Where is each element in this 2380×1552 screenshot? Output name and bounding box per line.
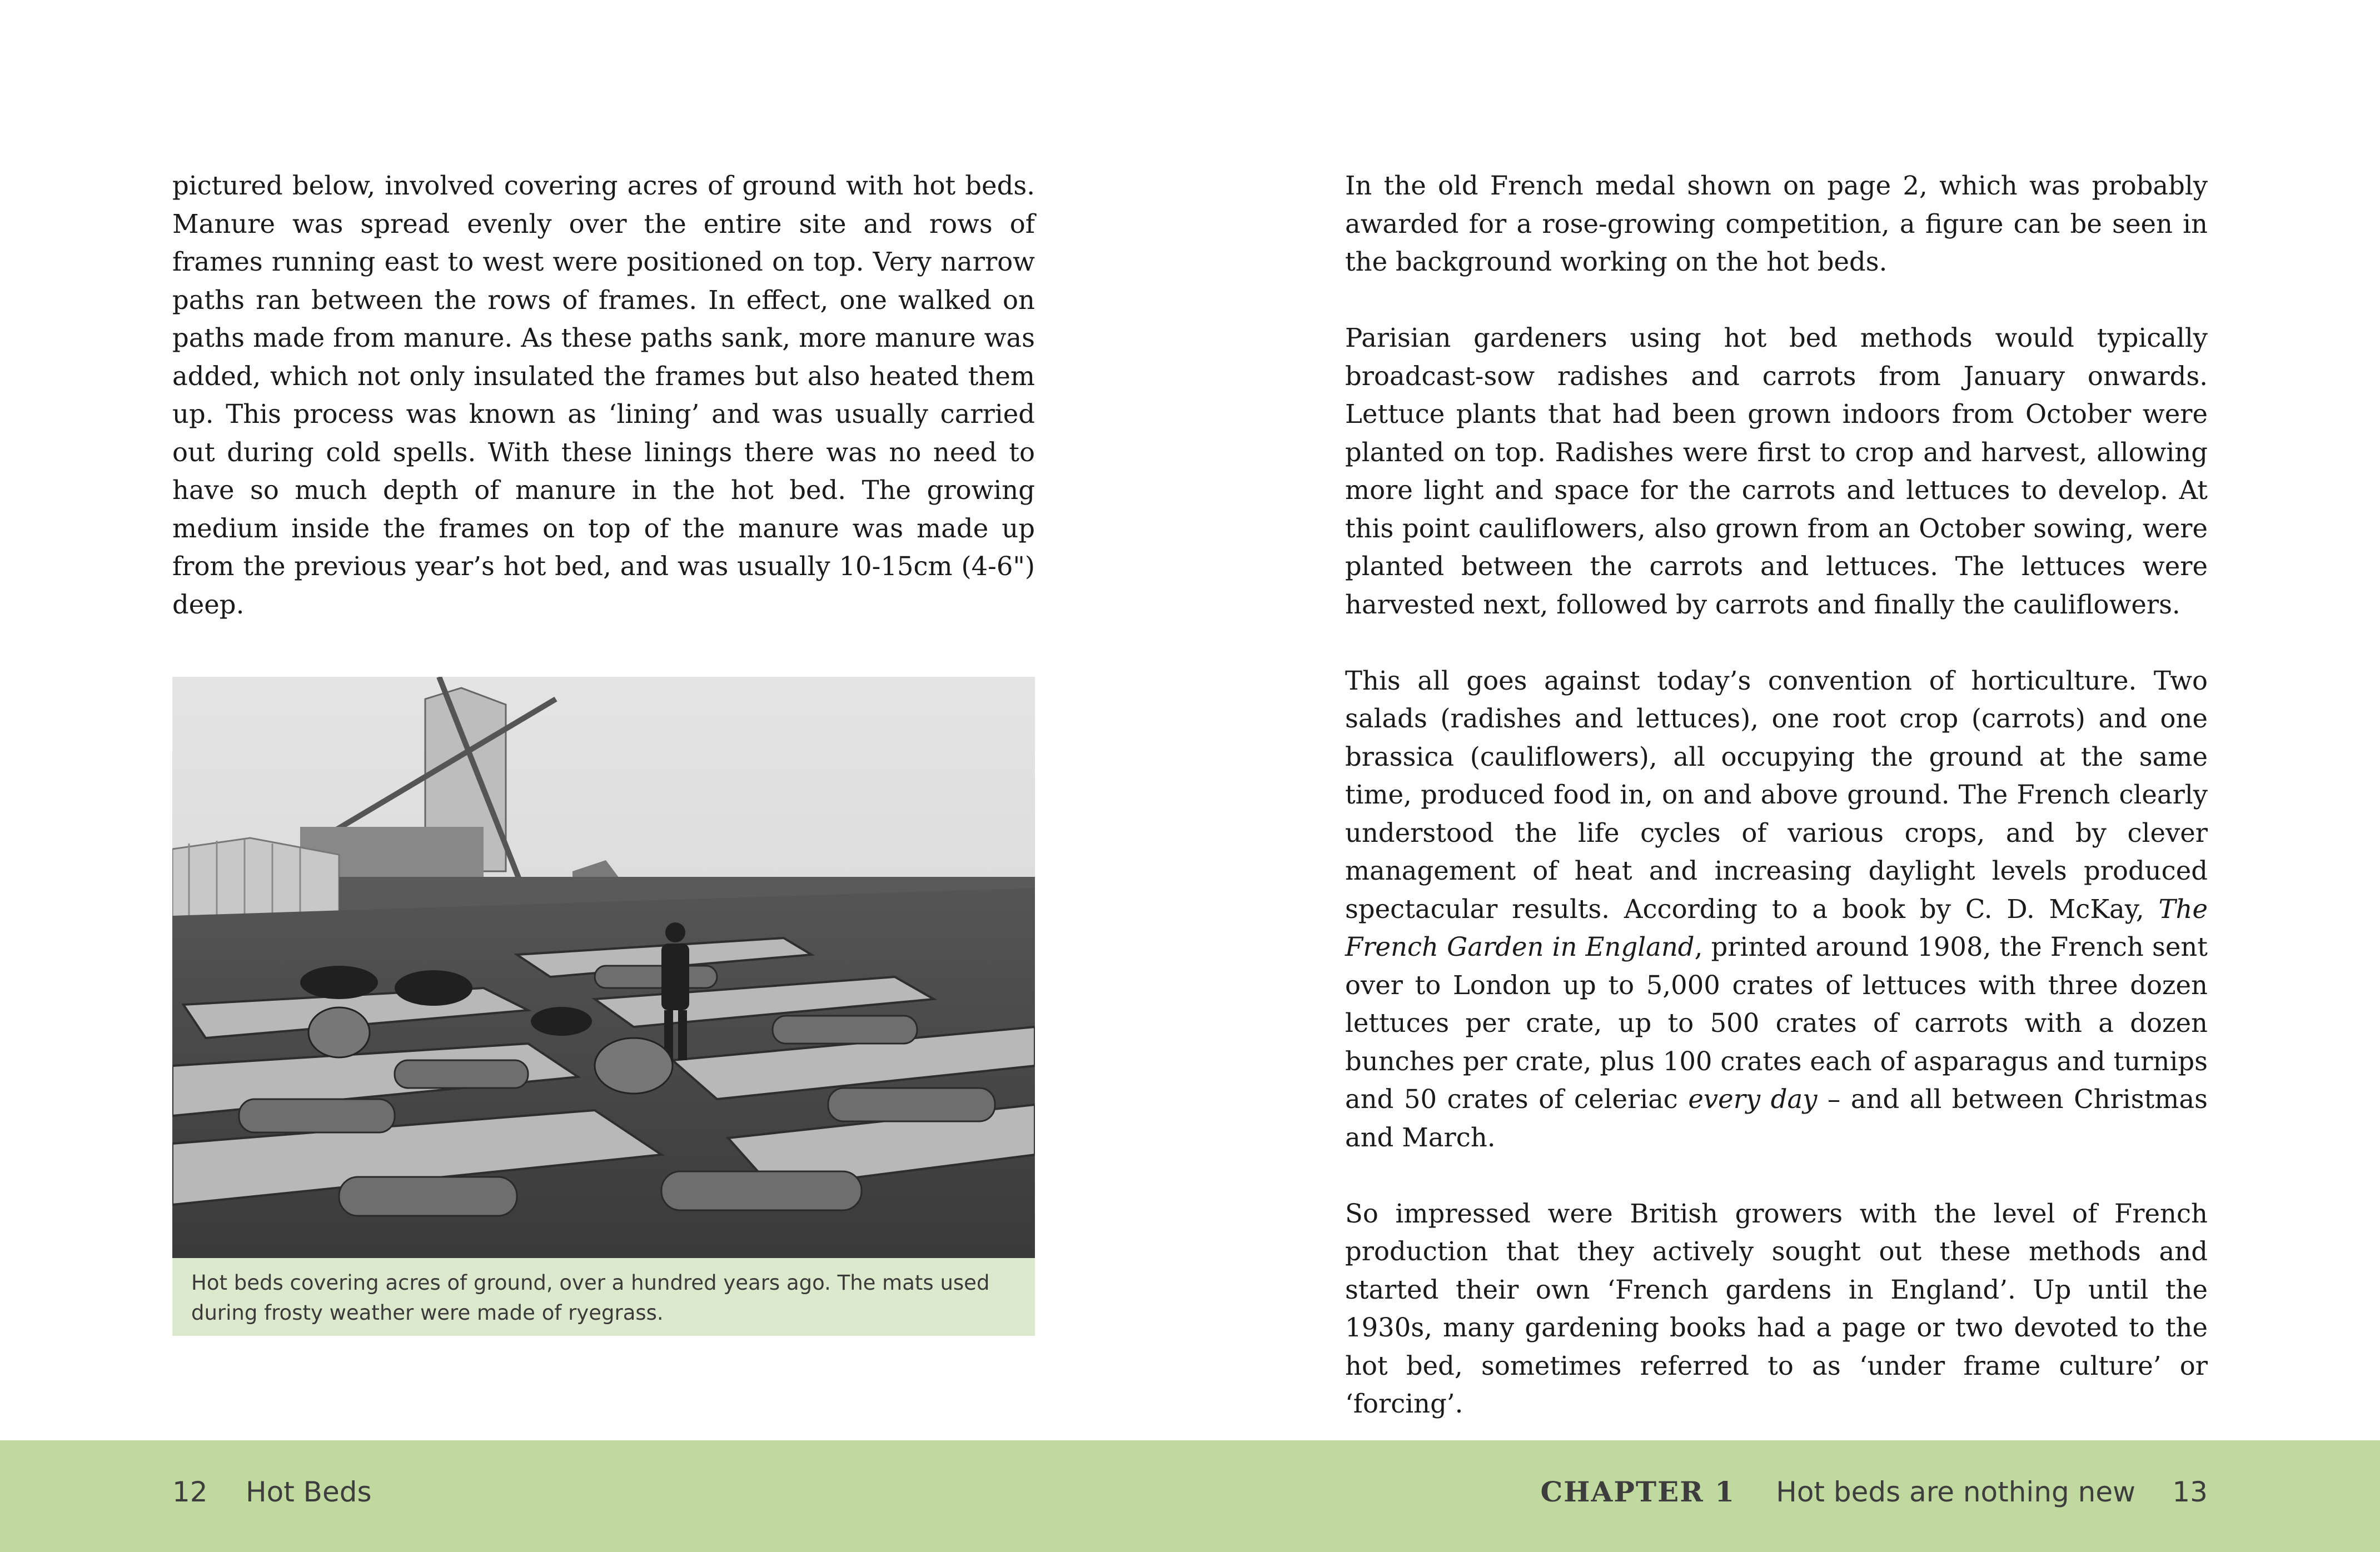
body-paragraph: Parisian gardeners using hot bed methods would typically broadcast-sow radishes and carrots from January onwards. Lettuce plants that had been grown indoors from October were planted on top. Radishes were first to crop and harvest, allowing more light and space for the carrots and lettuces to develop. At this point cauliflowers, also grown from an October sowing, were planted between the carrots and lettuces. The lettuces were harvested next, followed by carrots and finally the cauliflowers. <box>1345 323 2208 620</box>
left-page-text <box>172 167 1035 662</box>
chapter-title: Hot beds are nothing new <box>1776 1476 2135 1508</box>
right-page-text <box>1345 167 2208 1461</box>
paragraph-text: This all goes against today’s convention of horticulture. Two salads (radishes and lettuces), one root crop (carrots) and one brassica (cauliflowers), all occupying the ground at the same time, produced food in, on and above ground. The French clearly understood the life cycles of various crops, and by clever management of heat and increasing daylight levels produced spectacular results. According to a book by C. D. McKay, <box>1345 665 2208 924</box>
page-footer <box>0 1440 2380 1552</box>
body-paragraph: So impressed were British growers with the level of French production that they actively sought out these methods and started their own ‘French gardens in England’. Up until the 1930s, many gardening books had a page or two devoted to the hot bed, sometimes referred to as ‘under frame culture’ or ‘forcing’. <box>1345 1198 2208 1419</box>
hot-beds-figure <box>172 677 1035 1336</box>
paragraph-text: – and all between Christmas and March. <box>1345 1084 2208 1152</box>
right-page-number: 13 <box>2172 1476 2208 1508</box>
book-title: Hot Beds <box>246 1476 372 1508</box>
body-paragraph: In the old French medal shown on page 2, which was probably awarded for a rose-growing competition, a figure can be seen in the background working on the hot beds. <box>1345 171 2208 277</box>
body-paragraph: pictured below, involved covering acres of ground with hot beds. Manure was spread evenly over the entire site and rows of frames running east to west were positioned on top. Very narrow paths ran between the rows of frames. In effect, one walked on paths made from manure. As these paths sank, more manure was added, which not only insulated the frames but also heated them up. This process was known as ‘lining’ and was usually carried out during cold spells. With these linings there was no need to have so much depth of manure in the hot bed. The growing medium inside the frames on top of the manure was made up from the previous year’s hot bed, and was usually 10-15cm (4-6") deep. <box>172 171 1035 620</box>
chapter-label: CHAPTER 1 <box>1540 1475 1735 1508</box>
body-paragraph <box>1345 662 2208 1157</box>
figure-caption: Hot beds covering acres of ground, over a hundred years ago. The mats used during frosty weather were made of ryegrass. <box>172 1258 1035 1336</box>
left-page-number: 12 <box>172 1476 208 1508</box>
hot-beds-photograph <box>172 677 1035 1258</box>
emphasis-italic: every day <box>1688 1084 1818 1114</box>
book-title-italic: The French Garden in England <box>1345 894 2208 962</box>
paragraph-text: , printed around 1908, the French sent over to London up to 5,000 crates of lettuces with three dozen lettuces per crate, up to 500 crates of carrots with a dozen bunches per crate, plus 100 crates each of asparagus and turnips and 50 crates of celeriac <box>1345 932 2208 1114</box>
